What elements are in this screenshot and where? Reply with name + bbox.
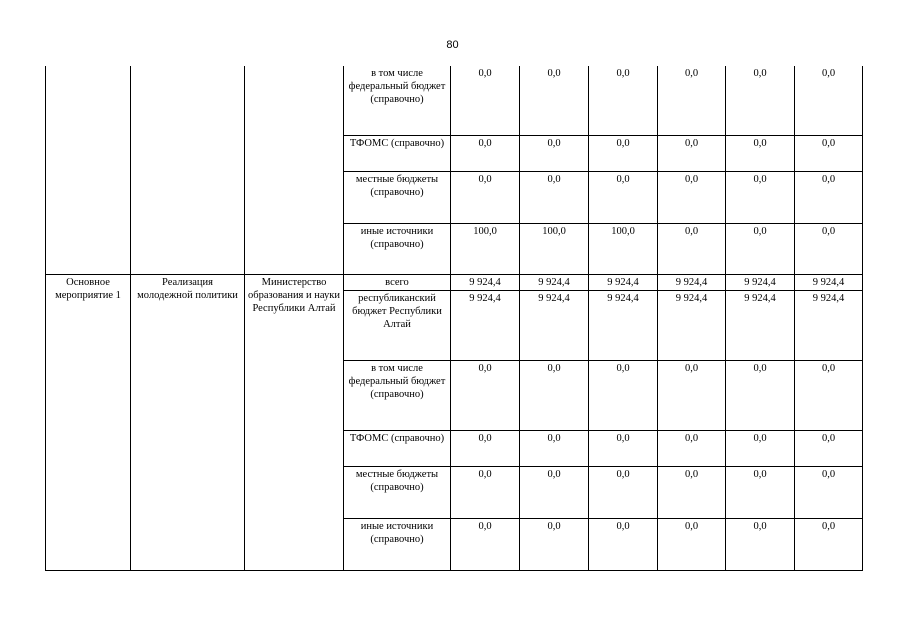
- measure-type-cell-empty: [46, 66, 131, 274]
- value-cell: 0,0: [589, 518, 658, 570]
- value-cell: 100,0: [451, 223, 520, 274]
- value-cell: 0,0: [451, 360, 520, 430]
- value-cell: 0,0: [451, 135, 520, 171]
- value-cell: 9 924,4: [726, 274, 795, 290]
- value-cell: 0,0: [589, 430, 658, 466]
- value-cell: 0,0: [658, 223, 726, 274]
- value-cell: 0,0: [658, 135, 726, 171]
- value-cell: 0,0: [658, 518, 726, 570]
- value-cell: 0,0: [520, 171, 589, 223]
- value-cell: 0,0: [726, 135, 795, 171]
- measure-name-cell-empty: [131, 66, 245, 274]
- value-cell: 9 924,4: [589, 274, 658, 290]
- funding-source-cell: в том числе федеральный бюджет (справочно): [344, 360, 451, 430]
- funding-source-cell: иные источники (справочно): [344, 223, 451, 274]
- executor-cell: Министерство образования и науки Республики Алтай: [245, 274, 344, 570]
- value-cell: 0,0: [726, 171, 795, 223]
- funding-source-cell: в том числе федеральный бюджет (справочно): [344, 66, 451, 135]
- value-cell: 0,0: [589, 66, 658, 135]
- value-cell: 0,0: [726, 360, 795, 430]
- value-cell: 9 924,4: [520, 274, 589, 290]
- value-cell: 0,0: [795, 518, 863, 570]
- value-cell: 0,0: [589, 466, 658, 518]
- value-cell: 9 924,4: [795, 290, 863, 360]
- value-cell: 0,0: [451, 66, 520, 135]
- value-cell: 100,0: [589, 223, 658, 274]
- value-cell: 0,0: [520, 466, 589, 518]
- value-cell: 0,0: [589, 360, 658, 430]
- value-cell: 0,0: [658, 466, 726, 518]
- value-cell: 0,0: [658, 171, 726, 223]
- value-cell: 0,0: [795, 430, 863, 466]
- value-cell: 0,0: [520, 518, 589, 570]
- funding-source-cell: иные источники (справочно): [344, 518, 451, 570]
- value-cell: 0,0: [795, 135, 863, 171]
- value-cell: 0,0: [658, 66, 726, 135]
- value-cell: 0,0: [451, 171, 520, 223]
- value-cell: 9 924,4: [658, 274, 726, 290]
- value-cell: 0,0: [589, 171, 658, 223]
- value-cell: 9 924,4: [589, 290, 658, 360]
- value-cell: 0,0: [658, 360, 726, 430]
- value-cell: 0,0: [520, 430, 589, 466]
- value-cell: 9 924,4: [658, 290, 726, 360]
- value-cell: 0,0: [726, 66, 795, 135]
- table-row: [46, 274, 863, 290]
- value-cell: 0,0: [726, 430, 795, 466]
- funding-source-cell: республиканский бюджет Республики Алтай: [344, 290, 451, 360]
- value-cell: 0,0: [520, 360, 589, 430]
- budget-table: [45, 66, 863, 571]
- value-cell: 9 924,4: [451, 290, 520, 360]
- value-cell: 0,0: [520, 135, 589, 171]
- value-cell: 0,0: [795, 66, 863, 135]
- funding-source-cell: ТФОМС (справочно): [344, 430, 451, 466]
- page-number: 80: [446, 39, 459, 51]
- value-cell: 0,0: [795, 360, 863, 430]
- value-cell: 0,0: [589, 135, 658, 171]
- value-cell: 0,0: [451, 466, 520, 518]
- value-cell: 0,0: [795, 223, 863, 274]
- measure-type-cell: Основное мероприятие 1: [46, 274, 131, 570]
- funding-source-cell: всего: [344, 274, 451, 290]
- table-row: [46, 66, 863, 135]
- executor-cell-empty: [245, 66, 344, 274]
- funding-source-cell: ТФОМС (справочно): [344, 135, 451, 171]
- value-cell: 0,0: [451, 430, 520, 466]
- value-cell: 0,0: [520, 66, 589, 135]
- funding-source-cell: местные бюджеты (справочно): [344, 171, 451, 223]
- funding-source-cell: местные бюджеты (справочно): [344, 466, 451, 518]
- value-cell: 0,0: [726, 223, 795, 274]
- value-cell: 0,0: [658, 430, 726, 466]
- value-cell: 9 924,4: [520, 290, 589, 360]
- value-cell: 100,0: [520, 223, 589, 274]
- value-cell: 0,0: [795, 171, 863, 223]
- value-cell: 0,0: [795, 466, 863, 518]
- measure-name-cell: Реализация молодежной политики: [131, 274, 245, 570]
- value-cell: 9 924,4: [451, 274, 520, 290]
- value-cell: 9 924,4: [726, 290, 795, 360]
- value-cell: 0,0: [726, 518, 795, 570]
- value-cell: 0,0: [726, 466, 795, 518]
- value-cell: 9 924,4: [795, 274, 863, 290]
- value-cell: 0,0: [451, 518, 520, 570]
